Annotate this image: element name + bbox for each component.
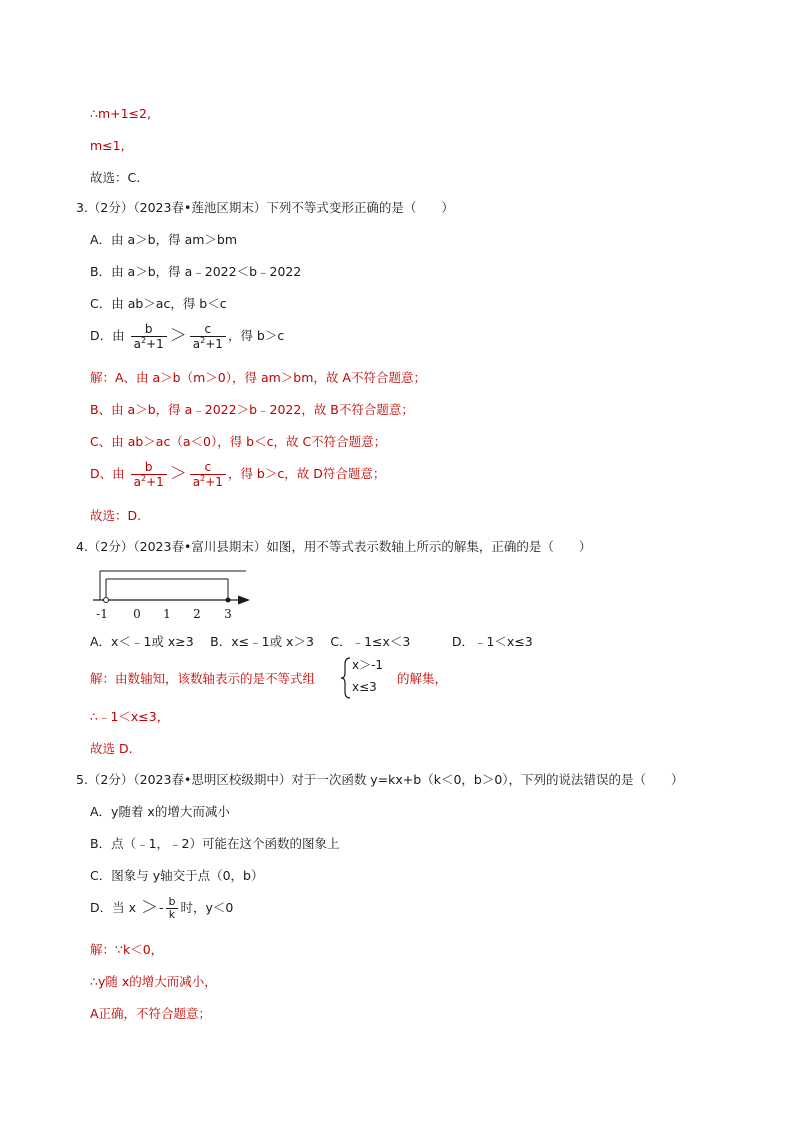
fraction: $\frac{b}{k}$ (166, 896, 179, 921)
arrow-head-icon (238, 596, 250, 605)
solution-line: 解：A、由 a＞b（m＞0），得 am＞bm，故 A不符合题意； (90, 370, 426, 385)
fraction: $\frac{b}{a^2+1}$ (131, 460, 167, 489)
fraction: $\frac{b}{a^2+1}$ (131, 322, 167, 351)
question-3-option-c: C．由 ab＞ac，得 b＜c (90, 296, 227, 311)
solution-line: ∴m+1≤2, (90, 106, 151, 121)
tick-label: 2 (193, 607, 201, 621)
answer-line: 故选 D. (90, 741, 133, 756)
solution-line: 解：∵k＜0， (90, 942, 164, 957)
inequality-system-1: x＞-1 (352, 658, 384, 672)
solution-line: m≤1, (90, 138, 125, 153)
question-4-options: A．x＜﹣1或 x≥3 B．x≤﹣1或 x＞3 C．﹣1≤x＜3 D．﹣1＜x≤3 (90, 634, 533, 649)
question-3-option-b: B．由 a＞b，得 a﹣2022＜b﹣2022 (90, 264, 302, 279)
number-line-figure (88, 566, 258, 624)
solution-line: ∴y随 x的增大而减小， (90, 974, 217, 989)
question-4-stem: 4.（2分）（2023春•富川县期末）如图，用不等式表示数轴上所示的解集，正确的是（ ） (76, 539, 592, 554)
solution-line: C、由 ab＞ac（a＜0），得 b＜c，故 C不符合题意； (90, 434, 387, 449)
tick-label: 1 (163, 607, 171, 621)
answer-line: 故选：C. (90, 170, 141, 185)
open-point (104, 598, 109, 603)
question-3-stem: 3.（2分）（2023春•莲池区期末）下列不等式变形正确的是（ ） (76, 200, 454, 215)
question-5-option-c: C．图象与 y轴交于点（0，b） (90, 868, 264, 883)
question-3-option-d: D．由 $\frac{b}{a^2+1}$ ＞ $\frac{c}{a^2+1}$ ，得 b＞c (90, 322, 285, 351)
solution-line: B、由 a＞b，得 a﹣2022＞b﹣2022，故 B不符合题意； (90, 402, 414, 417)
solution-line: ∴﹣1＜x≤3， (90, 709, 170, 724)
tick-label: 0 (133, 607, 141, 621)
tick-label: 3 (224, 607, 232, 621)
solution-line: 的解集， (397, 671, 448, 686)
fraction: $\frac{c}{a^2+1}$ (190, 460, 226, 489)
inequality-system-2: x≤3 (352, 680, 377, 694)
fraction: $\frac{c}{a^2+1}$ (190, 322, 226, 351)
question-5-stem: 5.（2分）（2023春•思明区校级期中）对于一次函数 y=kx+b（k＜0，b＞0），下列的说法错误的是（ ） (76, 772, 684, 787)
question-3-option-a: A．由 a＞b，得 am＞bm (90, 232, 238, 247)
tick-label: -1 (96, 607, 108, 621)
solution-line: A正确，不符合题意； (90, 1006, 212, 1021)
question-5-option-b: B．点（﹣1，﹣2）可能在这个函数的图象上 (90, 836, 340, 851)
question-5-option-d: D．当 x ＞- $\frac{b}{k}$ 时，y＜0 (90, 895, 234, 921)
solution-line: D、由 $\frac{b}{a^2+1}$ ＞ $\frac{c}{a^2+1}$ ，得 b＞c，故 D符合题意； (90, 460, 386, 489)
brace-icon (340, 656, 352, 700)
question-5-option-a: A．y随着 x的增大而减小 (90, 804, 230, 819)
solution-line: 解：由数轴知，该数轴表示的是不等式组 (90, 671, 316, 686)
answer-line: 故选：D. (90, 508, 142, 523)
closed-point (226, 598, 231, 603)
